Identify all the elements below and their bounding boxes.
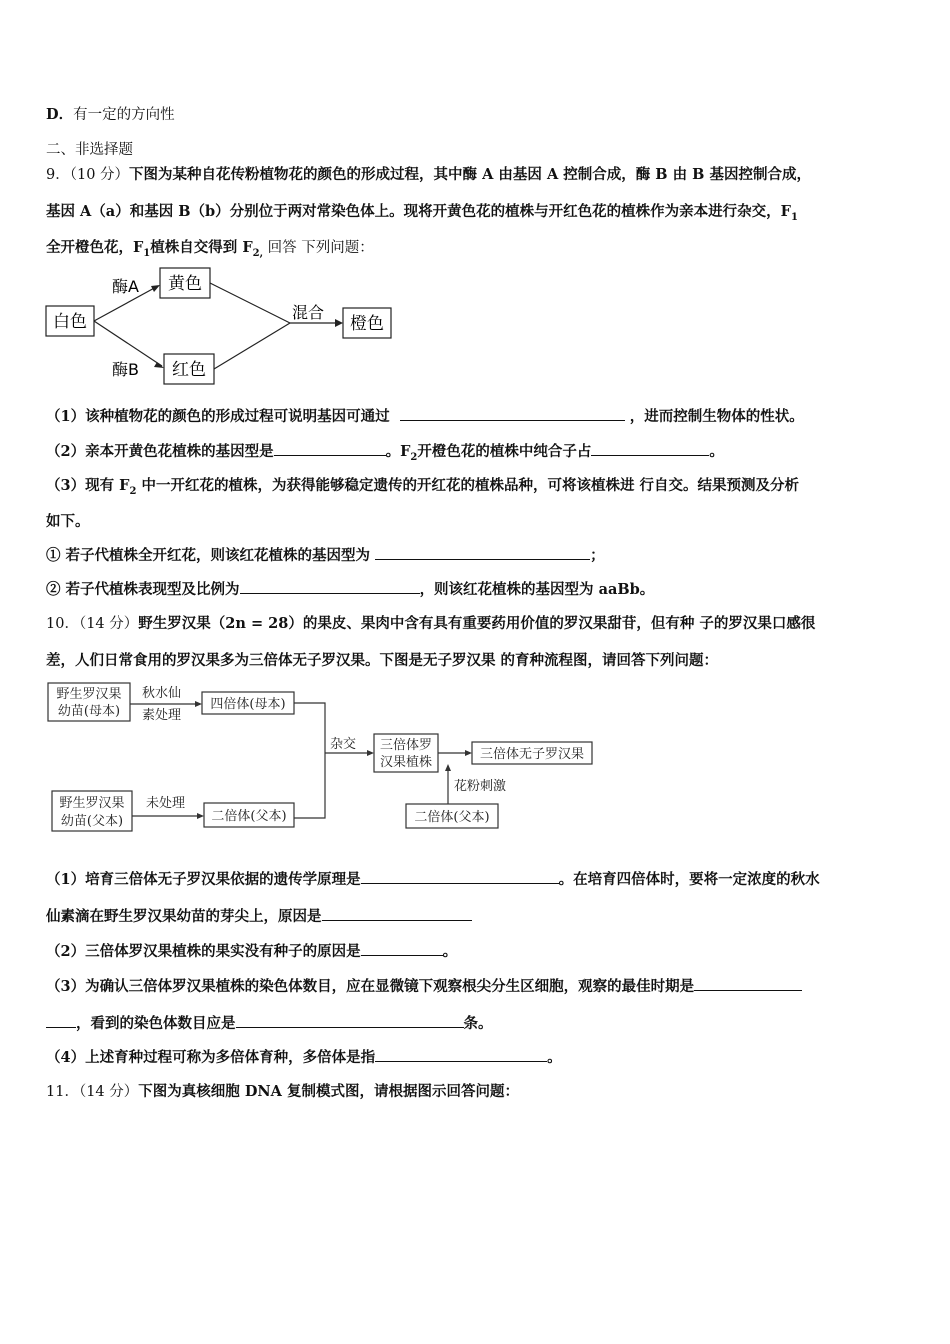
answer-blank[interactable] [46,1013,76,1028]
q10-part-3-cont [46,1012,493,1033]
q10-part-3-end: 条。 [463,1015,493,1032]
q9-part-3-text2: 中一开红花的植株，为获得能够稳定遗传的开红花的植株品种，可将该植株进 行自交。结果预测及分析 [136,477,799,494]
q9-part-2-end: 。 [709,443,724,460]
section-heading: 二、非选择题 [46,142,133,158]
answer-blank[interactable] [361,941,443,956]
label-red: 红色 [172,360,206,380]
q10-part-2-text: （2）三倍体罗汉果植株的果实没有种子的原因是 [46,943,361,960]
label-seedless: 三倍体无子罗汉果 [479,747,585,762]
label-tetraploid: 四倍体(母本) [210,697,286,712]
q9-part-3-cont: 如下。 [46,513,90,530]
q11-number: 11． [46,1084,79,1100]
label-wild-mother-2: 幼苗(母本) [57,704,121,719]
arrowhead [195,701,202,707]
q11-text: 下图为真核细胞 DNA 复制模式图，请根据图示回答问题： [138,1083,519,1100]
subscript: 2, [252,247,264,259]
q10-part-1-cont [46,905,472,926]
label-colchicine-2: 素处理 [142,708,182,723]
q10-part-1-tail: 。在培育四倍体时，要将一定浓度的秋水 [558,871,820,888]
label-untreated: 未处理 [146,796,186,811]
arrowhead [445,764,451,771]
arrowhead [465,750,472,756]
answer-blank[interactable] [240,579,420,594]
q10-part-1-text2: 仙素滴在野生罗汉果幼苗的芽尖上，原因是 [46,908,322,925]
q9-part-2-text2: 开橙色花的植株中纯合子占 [417,443,592,460]
label-cross: 杂交 [330,737,357,752]
q9-part-2-mid: 。F [385,443,411,460]
label-enzyme-a: 酶A [112,277,139,296]
q9-text-1: 下图为某种自花传粉植物花的颜色的形成过程，其中酶 A 由基因 A 控制合成，酶 B 由 B 基因控制合成， [129,166,811,183]
label-triploid-2: 汉果植株 [379,755,433,770]
q9-case-1 [46,544,605,565]
answer-blank[interactable] [591,441,709,456]
subscript: 2 [129,485,137,497]
label-orange: 橙色 [350,314,384,334]
q9-part-2-text: （2）亲本开黄色花植株的基因型是 [46,443,274,460]
option-d [46,103,175,124]
breeding-flow-diagram [40,676,610,836]
q9-part-3-text: （3）现有 F [46,477,130,494]
label-colchicine-1: 秋水仙 [142,686,182,701]
q10-part-3-text: （3）为确认三倍体罗汉果植株的染色体数目，应在显微镜下观察根尖分生区细胞，观察的最佳时期是 [46,978,695,995]
arrowhead [151,285,160,292]
q10-part-3-text2: ，看到的染色体数目应是 [76,1015,236,1032]
q10-text-1: 野生罗汉果（2n = 28）的果皮、果肉中含有具有重要药用价值的罗汉果甜苷，但有种 子的罗汉果口感很 [138,615,816,632]
q10-part-4-text: （4）上述育种过程可称为多倍体育种，多倍体是指 [46,1049,376,1066]
q10-part-4-end: 。 [547,1049,562,1066]
q10-part-2-end: 。 [442,943,458,960]
q9-part-1-text: （1）该种植物花的颜色的形成过程可说明基因可通过 [46,408,390,425]
q9-number: 9． [46,167,70,183]
subscript: 1 [790,211,798,223]
label-diploid-father-2: 二倍体(父本) [414,810,490,825]
subscript: 2 [410,451,418,463]
q9-case-1-end: ； [590,547,605,564]
label-diploid-father: 二倍体(父本) [211,809,287,824]
q9-line-2 [46,200,798,223]
q10-part-4 [46,1046,562,1067]
label-wild-father-1: 野生罗汉果 [59,796,125,811]
q9-part-2 [46,440,724,463]
q9-text-3a: 全开橙色花，F [46,239,144,256]
q10-part-3 [46,975,802,996]
q10-part-1-text: （1）培育三倍体无子罗汉果依据的遗传学原理是 [46,871,361,888]
answer-blank[interactable] [274,441,386,456]
label-triploid-1: 三倍体罗 [379,738,433,753]
q10-line-2: 差，人们日常食用的罗汉果多为三倍体无子罗汉果。下图是无子罗汉果 的育种流程图，请回答下列问题： [46,652,719,669]
arrowhead [197,813,204,819]
answer-blank[interactable] [400,406,625,421]
q9-case-2-end: ，则该红花植株的基因型为 aaBb。 [419,581,655,598]
q10-part-2 [46,940,457,961]
line-yellow-merge [210,283,290,323]
arrowhead [154,362,164,368]
answer-blank[interactable] [375,545,590,560]
label-yellow: 黄色 [168,274,202,294]
cross-bracket [294,703,325,818]
answer-blank[interactable] [375,1047,547,1062]
q10-line-1 [46,612,815,633]
q9-line-1 [46,163,811,184]
flower-color-diagram [40,262,410,392]
q9-case-1-text: ① 若子代植株全开红花，则该红花植株的基因型为 [46,547,371,564]
label-wild-father-2: 幼苗(父本) [60,814,124,829]
arrowhead [335,319,343,327]
q10-score: （14 分） [78,616,139,632]
q9-part-3 [46,474,799,497]
answer-blank[interactable] [361,869,559,884]
q9-part-1-tail: ，进而控制生物体的性状。 [629,408,804,425]
answer-blank[interactable] [236,1013,464,1028]
q9-part-1 [46,405,804,426]
answer-blank[interactable] [322,906,472,921]
q9-case-2 [46,578,654,599]
q10-number: 10． [46,616,79,632]
label-pollen: 花粉刺激 [454,779,507,794]
line-red-merge [214,323,290,369]
q9-score: （10 分） [69,167,130,183]
q11-line-1 [46,1080,519,1101]
option-d-text: 有一定的方向性 [73,107,175,123]
q9-text-3c: 植株自交得到 F [150,239,253,256]
q9-case-2-text: ② 若子代植株表现型及比例为 [46,581,240,598]
q9-text-3e: 回答 下列问题： [263,240,374,256]
q9-text-2: 基因 A（a）和基因 B（b）分别位于两对常染色体上。现将开黄色花的植株与开红色花的植株作为亲本进行杂交，F [46,203,791,220]
label-mix: 混合 [292,303,325,322]
option-d-label: D． [46,106,74,123]
label-enzyme-b: 酶B [112,360,139,379]
q9-line-3 [46,236,374,259]
q11-score: （14 分） [78,1084,139,1100]
label-white: 白色 [53,312,87,332]
subscript: 1 [143,247,151,259]
q10-part-1 [46,868,820,889]
arrowhead [367,750,374,756]
label-wild-mother-1: 野生罗汉果 [56,687,122,702]
answer-blank[interactable] [694,976,802,991]
